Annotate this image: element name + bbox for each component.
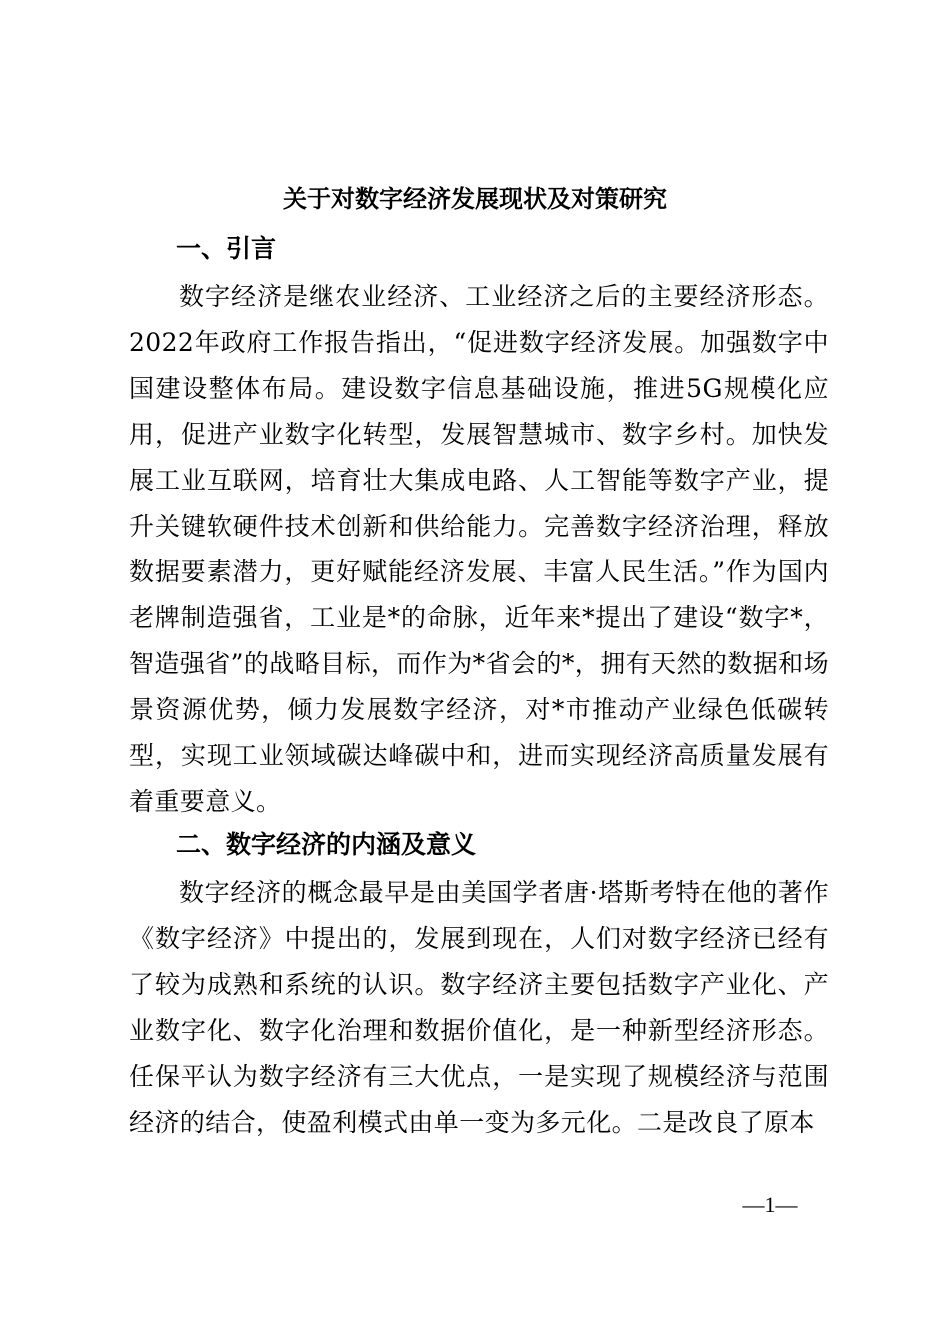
- section-paragraph-connotation: 数字经济的概念最早是由美国学者唐·塔斯考特在他的著作《数字经济》中提出的，发展到现在，人们对数字经济已经有了较为成熟和系统的认识。数字经济主要包括数字产业化、产业数字化、数字化治理和数据价值化，是一种新型经济形态。任保平认为数字经济有三大优点，一是实现了规模经济与范围经济的结合，使盈利模式由单一变为多元化。二是改良了原本: [129, 878, 829, 1137]
- section-paragraph-introduction: 数字经济是继农业经济、工业经济之后的主要经济形态。2022年政府工作报告指出，“促进数字经济发展。加强数字中国建设整体布局。建设数字信息基础设施，推进5G规模化应用，促进产业数字化转型，发展智慧城市、数字乡村。加快发展工业互联网，培育壮大集成电路、人工智能等数字产业，提升关键软硬件技术创新和供给能力。完善数字经济治理，释放数据要素潜力，更好赋能经济发展、丰富人民生活。”作为国内老牌制造强省，工业是*的命脉，近年来*提出了建设“数字*，智造强省”的战略目标，而作为*省会的*，拥有天然的数据和场景资源优势，倾力发展数字经济，对*市推动产业绿色低碳转型，实现工业领域碳达峰碳中和，进而实现经济高质量发展有着重要意义。: [129, 282, 829, 816]
- section-heading-connotation: 二、数字经济的内涵及意义: [176, 830, 477, 859]
- page-number: —1—: [742, 1192, 798, 1217]
- document-title: 关于对数字经济发展现状及对策研究: [283, 184, 667, 213]
- section-heading-introduction: 一、引言: [176, 234, 277, 263]
